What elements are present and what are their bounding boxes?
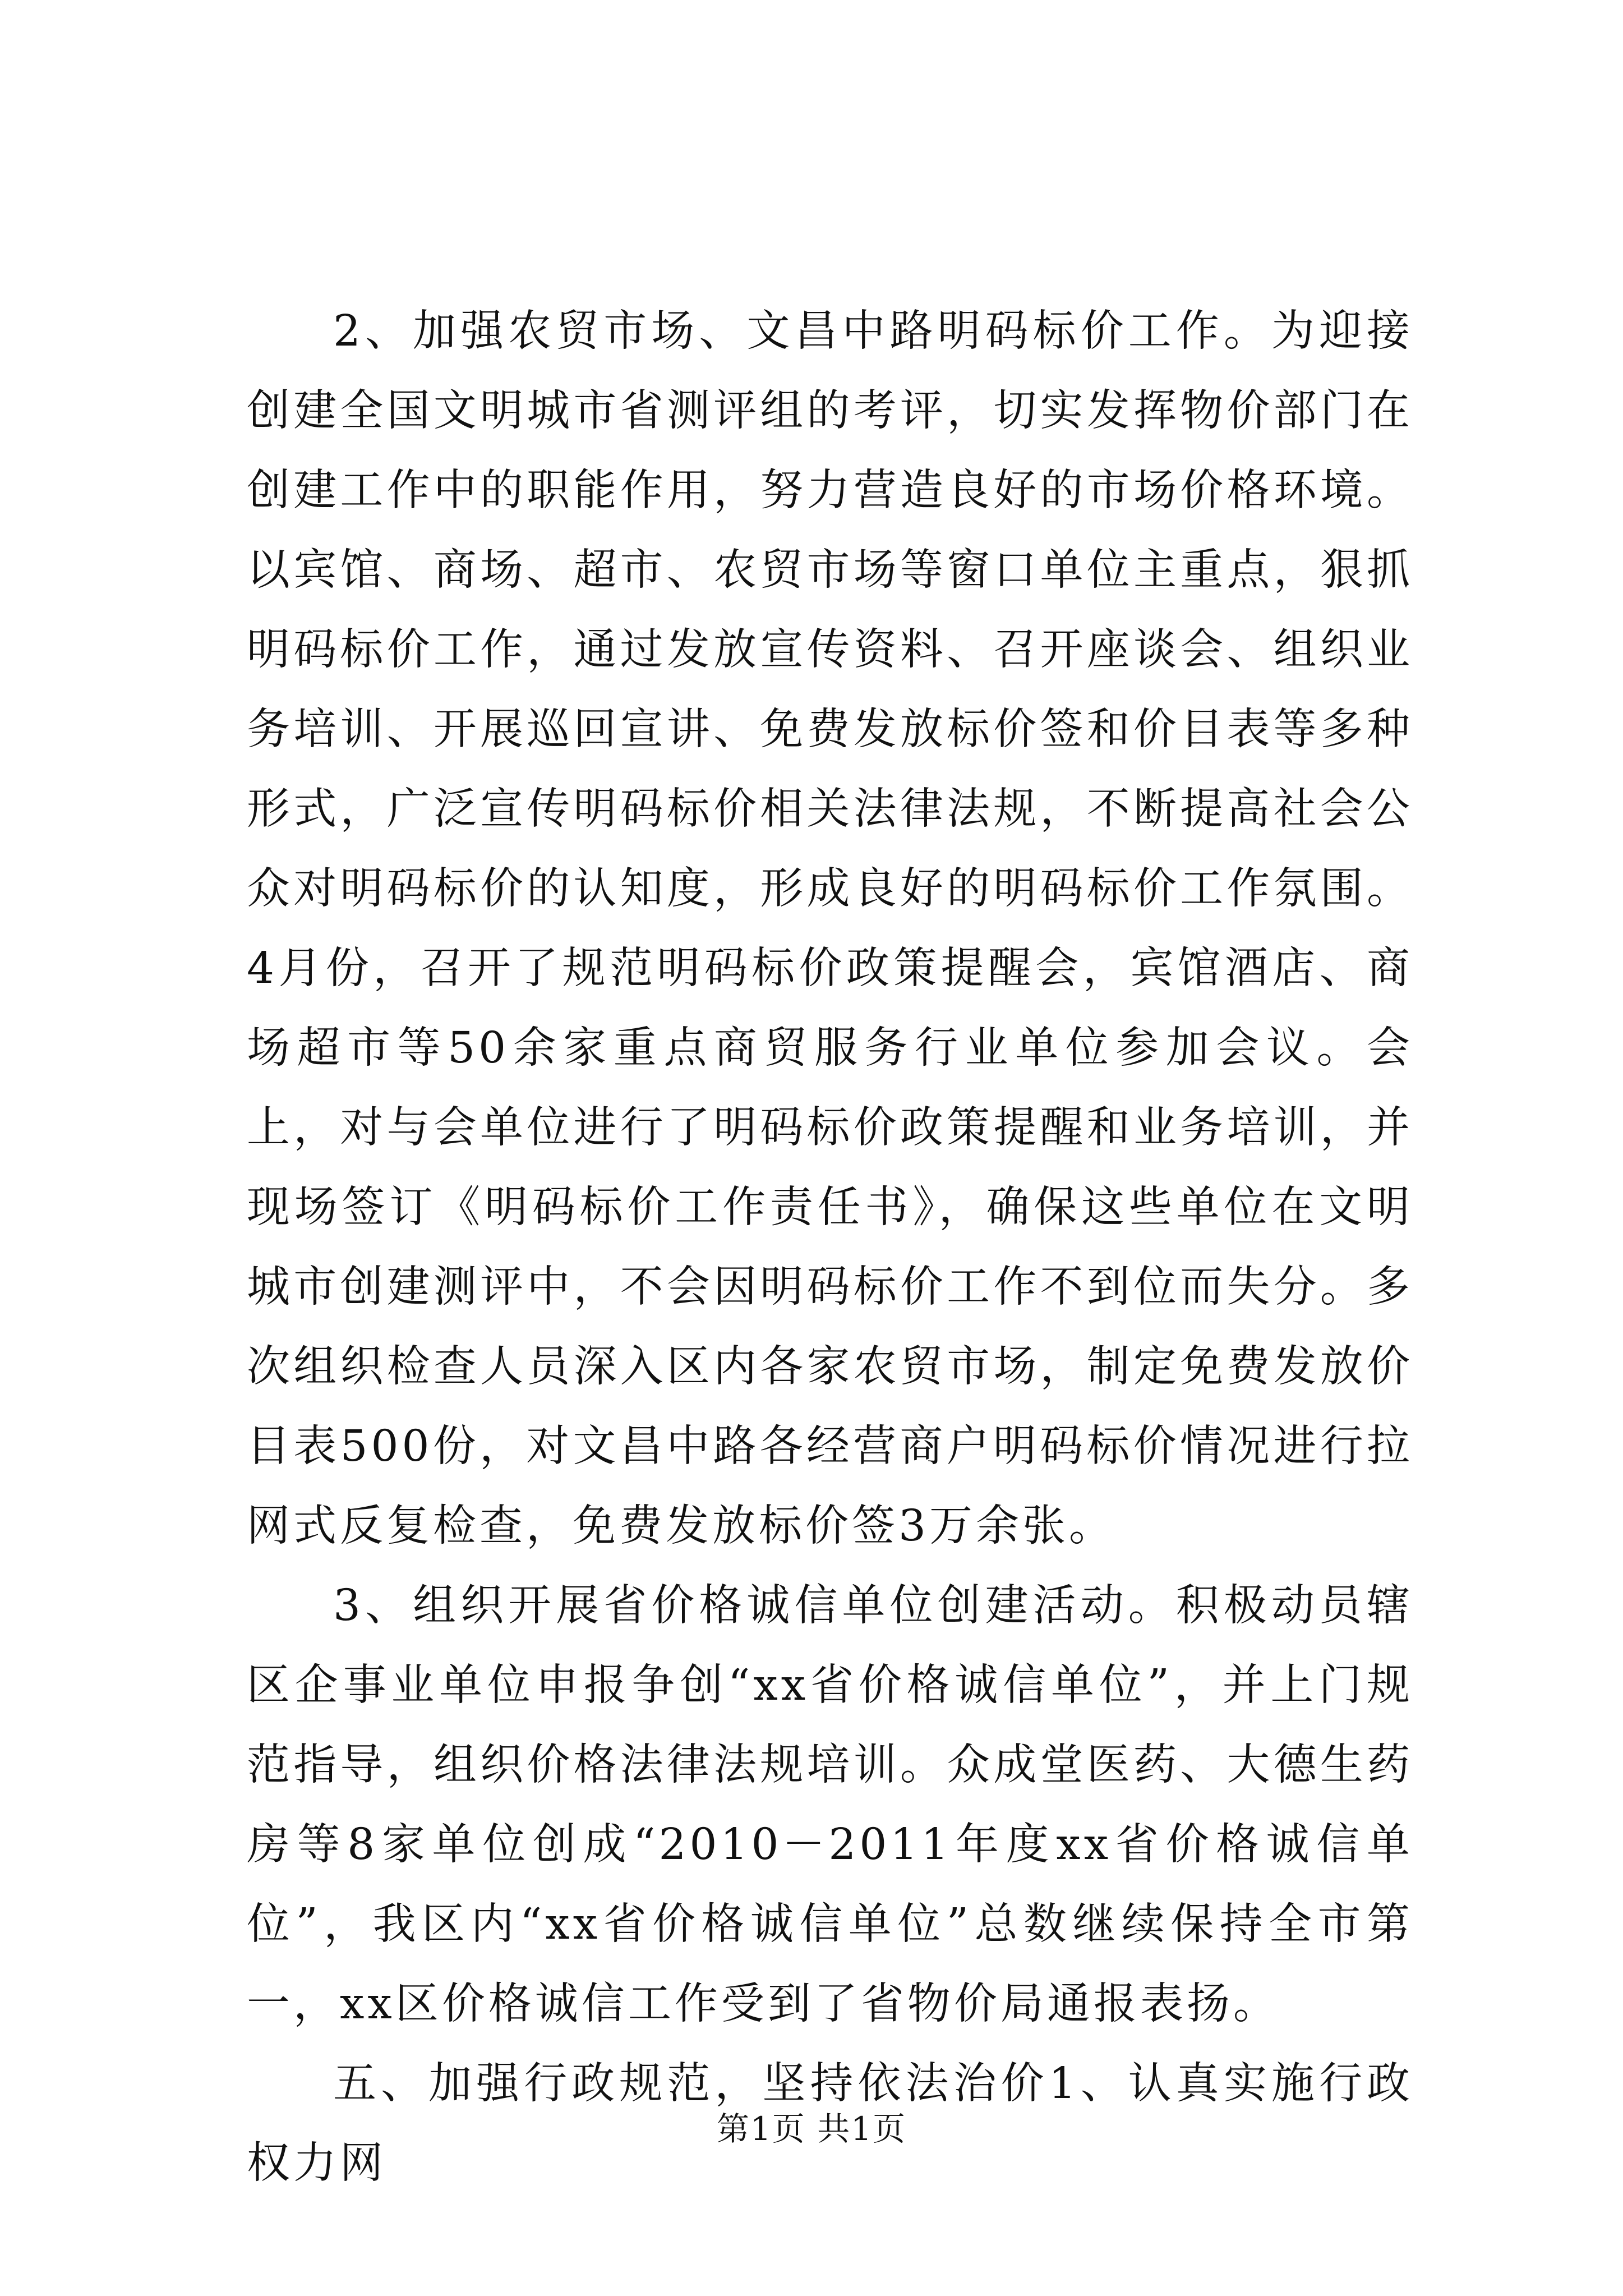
document-body — [247, 292, 1413, 2203]
page-footer: 第1页 共1页 — [716, 2110, 907, 2148]
paragraph-price-tagging: 2、加强农贸市场、文昌中路明码标价工作。为迎接创建全国文明城市省测评组的考评，切实发挥物价部门在创建工作中的职能作用，努力营造良好的市场价格环境。以宾馆、商场、超市、农贸市场等窗口单位主重点，狠抓明码标价工作，通过发放宣传资料、召开座谈会、组织业务培训、开展巡回宣讲、免费发放标价签和价目表等多种形式，广泛宣传明码标价相关法律法规，不断提高社会公众对明码标价的认知度，形成良好的明码标价工作氛围。4月份，召开了规范明码标价政策提醒会，宾馆酒店、商场超市等50余家重点商贸服务行业单位参加会议。会上，对与会单位进行了明码标价政策提醒和业务培训，并现场签订《明码标价工作责任书》，确保这些单位在文明城市创建测评中，不会因明码标价工作不到位而失分。多次组织检查人员深入区内各家农贸市场，制定免费发放价目表500份，对文昌中路各经营商户明码标价情况进行拉网式反复检查，免费发放标价签3万余张。 — [247, 306, 1413, 1551]
paragraph-section-five: 五、加强行政规范，坚持依法治价1、认真实施行政权力网 — [247, 2059, 1413, 2188]
paragraph-price-integrity: 3、组织开展省价格诚信单位创建活动。积极动员辖区企事业单位申报争创“xx省价格诚信单位”，并上门规范指导，组织价格法律法规培训。众成堂医药、大德生药房等8家单位创成“2010－2011年度xx省价格诚信单位”，我区内“xx省价格诚信单位”总数继续保持全市第一，xx区价格诚信工作受到了省物价局通报表扬。 — [247, 1581, 1413, 2029]
